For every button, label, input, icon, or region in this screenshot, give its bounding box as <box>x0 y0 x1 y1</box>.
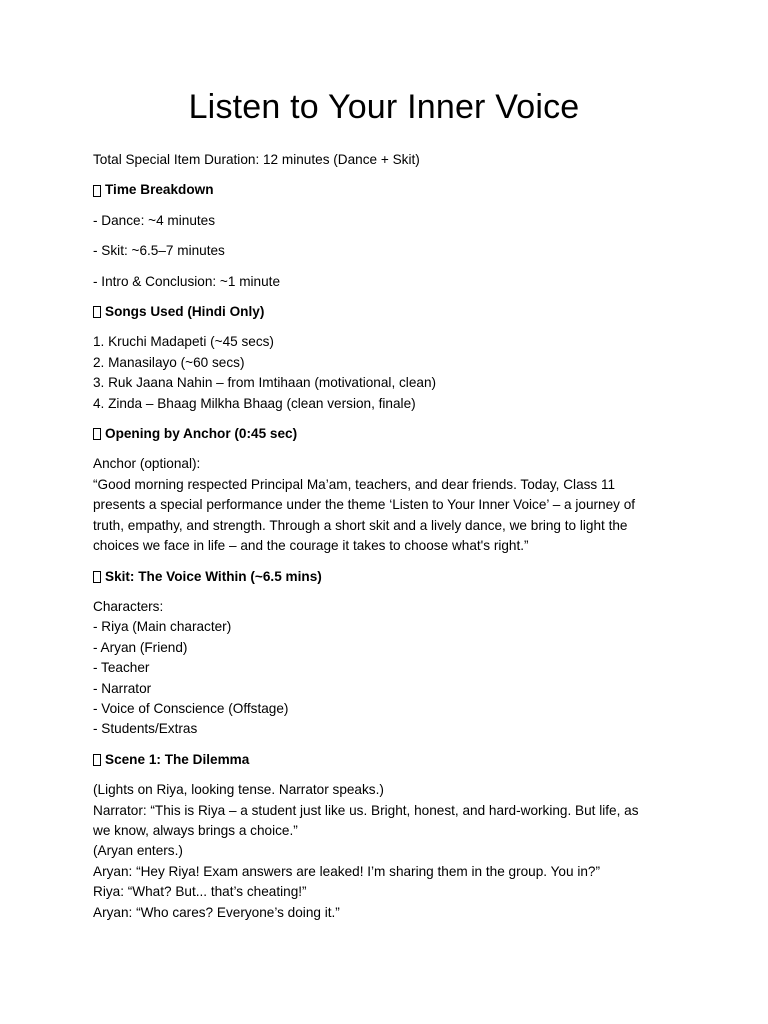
text-line: Anchor (optional): <box>93 456 201 472</box>
missing-glyph-icon <box>93 754 101 766</box>
list-item: 4. Zinda – Bhaag Milkha Bhaag (clean version, finale) <box>93 395 416 411</box>
text-line: presents a special performance under the theme ‘Listen to Your Inner Voice’ – a journey of <box>93 497 636 513</box>
list-item: - Teacher <box>93 660 150 676</box>
heading-label: Songs Used (Hindi Only) <box>105 304 265 320</box>
songs-list <box>93 332 675 414</box>
list-item: 3. Ruk Jaana Nahin – from Imtihaan (motivational, clean) <box>93 375 437 391</box>
songs-heading <box>93 302 675 322</box>
text-line: truth, empathy, and strength. Through a short skit and a lively dance, we bring to light the <box>93 517 628 533</box>
opening-heading <box>93 424 675 444</box>
time-breakdown-heading <box>93 180 675 200</box>
text-line: (Aryan enters.) <box>93 843 183 859</box>
list-item: - Skit: ~6.5–7 minutes <box>93 243 225 259</box>
total-duration-text: Total Special Item Duration: 12 minutes (Dance + Skit) <box>93 152 420 167</box>
scene1-text <box>93 780 675 923</box>
list-item: - Dance: ~4 minutes <box>93 212 216 228</box>
missing-glyph-icon <box>93 428 101 440</box>
text-line: “Good morning respected Principal Ma’am, teachers, and dear friends. Today, Class 11 <box>93 476 616 492</box>
characters-list <box>93 597 675 740</box>
document-title: Listen to Your Inner Voice <box>188 88 580 126</box>
scene1-heading <box>93 750 675 770</box>
text-line: we know, always brings a choice.” <box>93 822 298 838</box>
skit-heading <box>93 567 675 587</box>
opening-text <box>93 454 675 556</box>
list-item: 2. Manasilayo (~60 secs) <box>93 354 245 370</box>
list-item: - Narrator <box>93 680 152 696</box>
text-line: Aryan: “Who cares? Everyone’s doing it.” <box>93 904 340 920</box>
heading-label: Time Breakdown <box>105 182 214 198</box>
list-item: - Aryan (Friend) <box>93 639 188 655</box>
text-line: Aryan: “Hey Riya! Exam answers are leaked! I’m sharing them in the group. You in?” <box>93 863 600 879</box>
text-line: Riya: “What? But... that’s cheating!” <box>93 884 307 900</box>
text-line: choices we face in life – and the courage it takes to choose what's right.” <box>93 538 529 554</box>
list-item: - Intro & Conclusion: ~1 minute <box>93 273 281 289</box>
missing-glyph-icon <box>93 571 101 583</box>
missing-glyph-icon <box>93 306 101 318</box>
list-item: - Riya (Main character) <box>93 619 232 635</box>
list-item: 1. Kruchi Madapeti (~45 secs) <box>93 334 274 350</box>
missing-glyph-icon <box>93 185 101 197</box>
list-item: - Students/Extras <box>93 721 198 737</box>
heading-label: Skit: The Voice Within (~6.5 mins) <box>105 568 322 584</box>
list-item: - Voice of Conscience (Offstage) <box>93 700 289 716</box>
text-line: Characters: <box>93 598 164 614</box>
heading-label: Scene 1: The Dilemma <box>105 751 250 767</box>
text-line: Narrator: “This is Riya – a student just like us. Bright, honest, and hard-working. But life, as <box>93 802 639 818</box>
text-line: (Lights on Riya, looking tense. Narrator speaks.) <box>93 782 384 798</box>
heading-label: Opening by Anchor (0:45 sec) <box>105 426 298 442</box>
